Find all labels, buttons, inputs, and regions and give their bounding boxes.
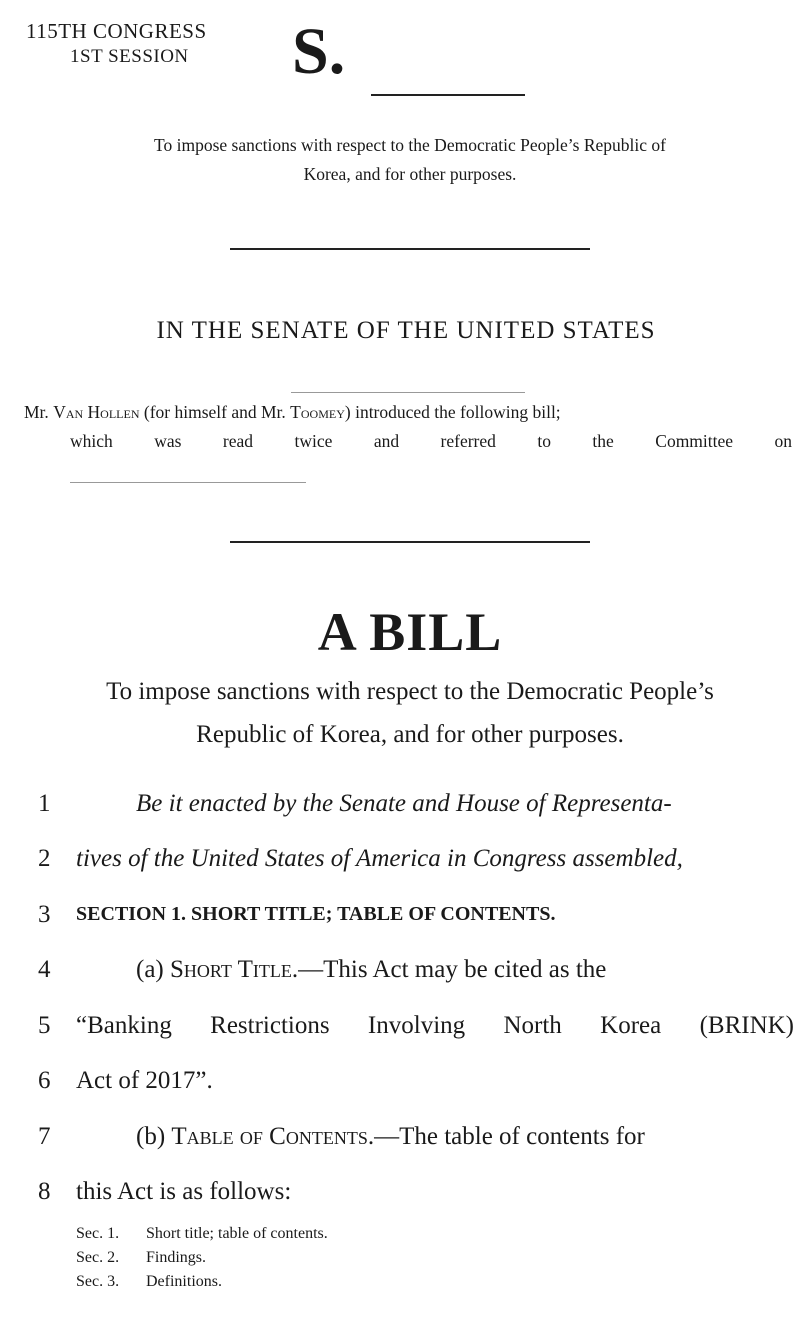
line-number: 8	[38, 1178, 51, 1206]
bill-title: A BILL	[317, 602, 503, 662]
subsection-a-text: .—This Act may be cited as the	[291, 956, 607, 984]
top-purpose-line-2: Korea, and for other purposes.	[303, 164, 517, 184]
toc-item	[76, 1246, 328, 1270]
top-purpose	[40, 131, 780, 189]
date-blank	[291, 392, 525, 393]
introduction-middle: (for himself and Mr.	[143, 402, 286, 422]
subsection-b-lead: (b)	[136, 1122, 172, 1150]
toc-item-title: Findings.	[146, 1249, 207, 1266]
line-number: 5	[38, 1011, 51, 1039]
congress-session-block	[26, 18, 207, 70]
toc-item	[76, 1222, 328, 1246]
sponsor-prefix: Mr.	[24, 402, 49, 422]
divider-rule-2	[230, 541, 590, 543]
line-number: 3	[38, 900, 51, 928]
bill-purpose-line-1: To impose sanctions with respect to the Democratic People’s	[106, 678, 714, 705]
toc-item-number: Sec. 2.	[76, 1249, 120, 1266]
cosponsor-name: Toomey	[290, 402, 345, 422]
table-of-contents	[76, 1222, 328, 1294]
toc-item-number: Sec. 1.	[76, 1225, 120, 1242]
body-line	[0, 943, 800, 999]
toc-item-title: Short title; table of contents.	[146, 1225, 328, 1242]
body-line	[0, 998, 800, 1054]
body-line	[0, 1109, 800, 1165]
bill-purpose-line-2: Republic of Korea, and for other purposes.	[196, 721, 624, 748]
body-line	[0, 776, 800, 832]
chamber-heading: IN THE SENATE OF THE UNITED STATES	[156, 317, 656, 344]
bill-body	[0, 776, 800, 1220]
line-number: 1	[38, 789, 51, 817]
toc-item	[76, 1270, 328, 1294]
divider-rule-1	[230, 248, 590, 250]
body-line	[0, 1054, 800, 1110]
body-line	[0, 832, 800, 888]
toc-item-title: Definitions.	[146, 1273, 222, 1290]
subsection-b-text: .—The table of contents for	[367, 1122, 645, 1150]
bill-number-blank	[371, 94, 525, 96]
line-number: 7	[38, 1122, 51, 1150]
line-number: 2	[38, 845, 51, 873]
session-label: 1ST SESSION	[70, 46, 189, 67]
line-number: 6	[38, 1067, 51, 1095]
body-line	[0, 1165, 800, 1221]
subsection-a-heading: Short Title	[170, 956, 292, 984]
subsection-b	[76, 1123, 800, 1151]
subsection-a	[76, 956, 800, 984]
toc-intro: this Act is as follows:	[76, 1178, 292, 1206]
toc-item-number: Sec. 3.	[76, 1273, 120, 1290]
sponsor-name: Van Hollen	[53, 402, 140, 422]
bill-purpose	[20, 670, 800, 756]
bill-number: S.	[292, 15, 346, 88]
top-purpose-line-1: To impose sanctions with respect to the Democratic People’s Republic of	[154, 135, 666, 155]
short-title-text-cont: Act of 2017”.	[76, 1067, 213, 1095]
enacting-clause: Be it enacted by the Senate and House of Representa-	[136, 789, 672, 817]
introduction-line-1	[24, 398, 792, 427]
committee-blank	[70, 482, 306, 483]
introduction-text	[24, 398, 792, 456]
enacting-clause-cont: tives of the United States of America in Congress assembled,	[76, 845, 683, 873]
section-heading: SECTION 1. SHORT TITLE; TABLE OF CONTENTS.	[76, 903, 556, 926]
short-title-text: “Banking Restrictions Involving North Korea (BRINK)	[76, 1011, 794, 1039]
congress-label: 115TH CONGRESS	[26, 19, 207, 43]
introduction-line-2: which was read twice and referred to the Committee on	[70, 431, 792, 451]
line-number: 4	[38, 956, 51, 984]
subsection-b-heading: Table of Contents	[171, 1122, 368, 1150]
body-line	[0, 887, 800, 943]
subsection-a-lead: (a)	[136, 956, 170, 984]
introduction-end: ) introduced the following bill;	[344, 402, 561, 422]
